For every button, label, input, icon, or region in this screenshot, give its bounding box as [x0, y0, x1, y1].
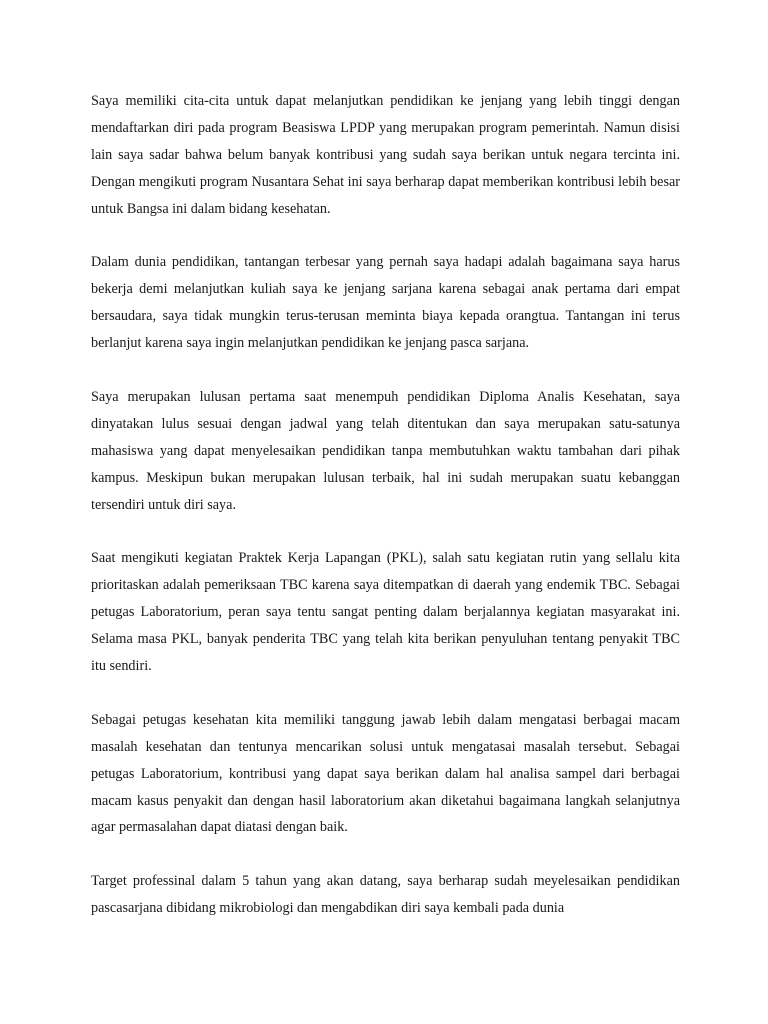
- paragraph-2: Dalam dunia pendidikan, tantangan terbesar yang pernah saya hadapi adalah bagaimana saya harus bekerja demi melanjutkan kuliah saya ke jenjang sarjana karena sebagai anak pertama dari empat bersaudara, saya tidak mungkin terus-terusan meminta biaya kepada orangtua. Tantangan ini terus berlanjut karena saya ingin melanjutkan pendidikan ke jenjang pasca sarjana.: [91, 254, 680, 352]
- paragraph-5: Sebagai petugas kesehatan kita memiliki tanggung jawab lebih dalam mengatasi berbagai macam masalah kesehatan dan tentunya mencarikan solusi untuk mengatasai masalah tersebut. Sebagai petugas Laboratorium, kontribusi yang dapat saya berikan dalam hal analisa sampel dari berbagai macam kasus penyakit dan dengan hasil laboratorium akan diketahui bagaimana langkah selanjutnya agar permasalahan dapat diatasi dengan baik.: [91, 711, 680, 836]
- paragraph-4: Saat mengikuti kegiatan Praktek Kerja Lapangan (PKL), salah satu kegiatan rutin yang sellalu kita prioritaskan adalah pemeriksaan TBC karena saya ditempatkan di daerah yang endemik TBC. Sebagai petugas Laboratorium, peran saya tentu sangat penting dalam berjalannya kegiatan masyarakat ini. Selama masa PKL, banyak penderita TBC yang telah kita berikan penyuluhan tentang penyakit TBC itu sendiri.: [91, 550, 680, 674]
- document-body: [91, 88, 680, 949]
- paragraph-6: Target professinal dalam 5 tahun yang akan datang, saya berharap sudah meyelesaikan pendidikan pascasarjana dibidang mikrobiologi dan mengabdikan diri saya kembali pada dunia: [91, 873, 680, 917]
- paragraph-3: Saya merupakan lulusan pertama saat menempuh pendidikan Diploma Analis Kesehatan, saya dinyatakan lulus sesuai dengan jadwal yang telah ditentukan dan saya merupakan satu-satunya mahasiswa yang dapat menyelesaikan pendidikan tanpa membutuhkan waktu tambahan dari pihak kampus. Meskipun bukan merupakan lulusan terbaik, hal ini sudah merupakan suatu kebanggan tersendiri untuk diri saya.: [91, 388, 680, 513]
- paragraph-1: Saya memiliki cita-cita untuk dapat melanjutkan pendidikan ke jenjang yang lebih tinggi dengan mendaftarkan diri pada program Beasiswa LPDP yang merupakan program pemerintah. Namun disisi lain saya sadar bahwa belum banyak kontribusi yang sudah saya berikan untuk negara tercinta ini. Dengan mengikuti program Nusantara Sehat ini saya berharap dapat memberikan kontribusi lebih besar untuk Bangsa ini dalam bidang kesehatan.: [91, 93, 680, 217]
